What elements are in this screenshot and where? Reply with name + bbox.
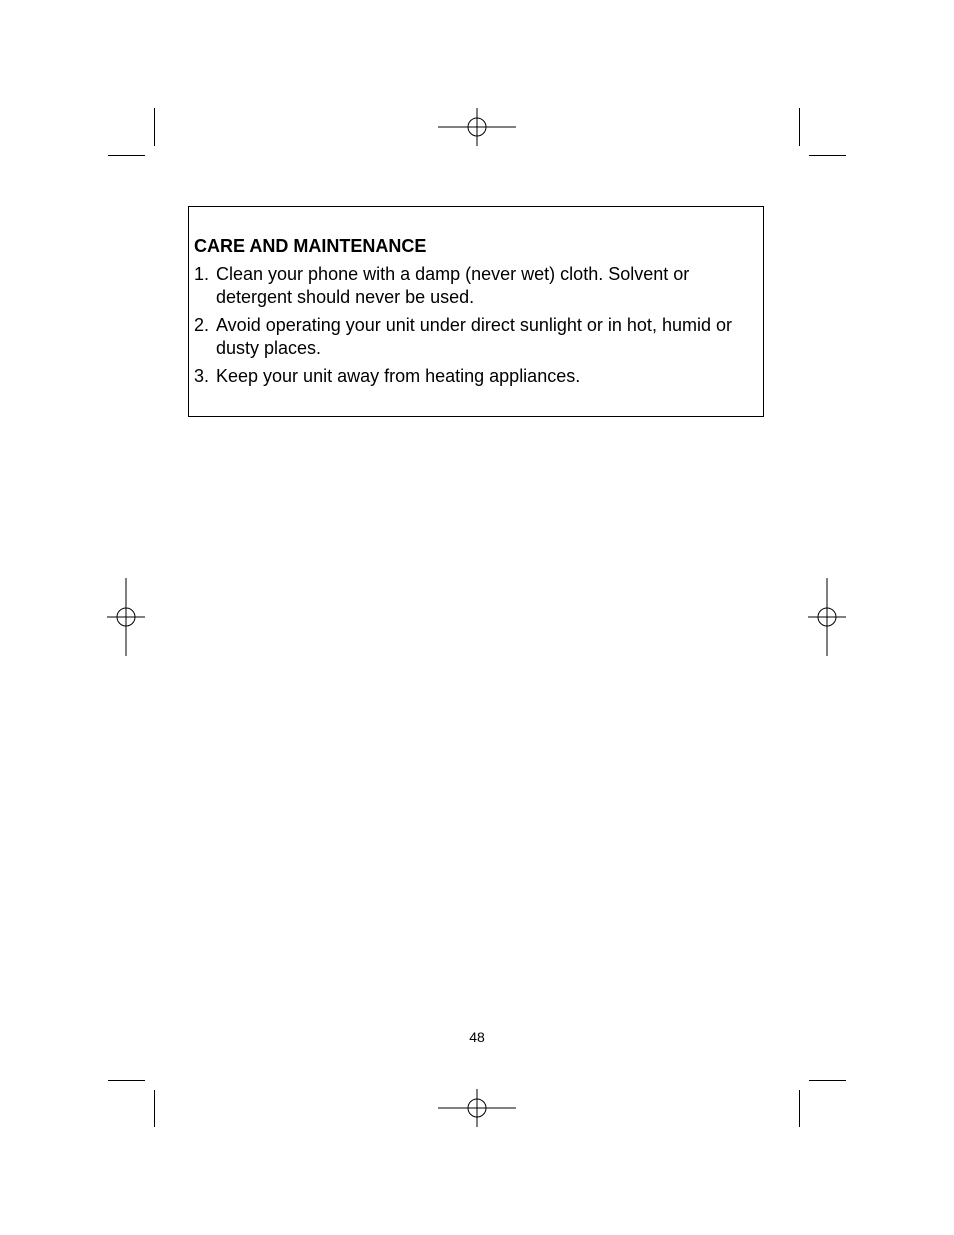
list-item-number: 3. [194, 366, 210, 386]
registration-mark-bottom-icon [438, 1069, 516, 1147]
section-title: CARE AND MAINTENANCE [194, 236, 427, 256]
list-item-text: Keep your unit away from heating appliances. [216, 366, 581, 386]
care-maintenance-box [188, 206, 764, 417]
list-item-text: Avoid operating your unit under direct sunlight or in hot, humid or dusty places. [216, 315, 732, 358]
crop-mark-bottom-right-vertical [799, 1090, 800, 1127]
crop-mark-bottom-left-horizontal [108, 1080, 145, 1081]
page-number: 48 [469, 1029, 485, 1045]
registration-mark-left-icon [87, 578, 165, 656]
crop-mark-top-right-horizontal [809, 155, 846, 156]
care-list [194, 263, 759, 393]
crop-mark-bottom-right-horizontal [809, 1080, 846, 1081]
list-item [194, 263, 759, 309]
list-item-number: 1. [194, 264, 210, 284]
crop-mark-top-right-vertical [799, 108, 800, 146]
crop-mark-top-left-vertical [154, 108, 155, 146]
registration-mark-top-icon [438, 88, 516, 166]
list-item-text: Clean your phone with a damp (never wet) cloth. Solvent or detergent should never be used. [216, 264, 690, 307]
crop-mark-top-left-horizontal [108, 155, 145, 156]
list-item [194, 314, 759, 360]
registration-mark-right-icon [788, 578, 866, 656]
crop-mark-bottom-left-vertical [154, 1090, 155, 1127]
list-item-number: 2. [194, 315, 210, 335]
list-item [194, 365, 759, 388]
